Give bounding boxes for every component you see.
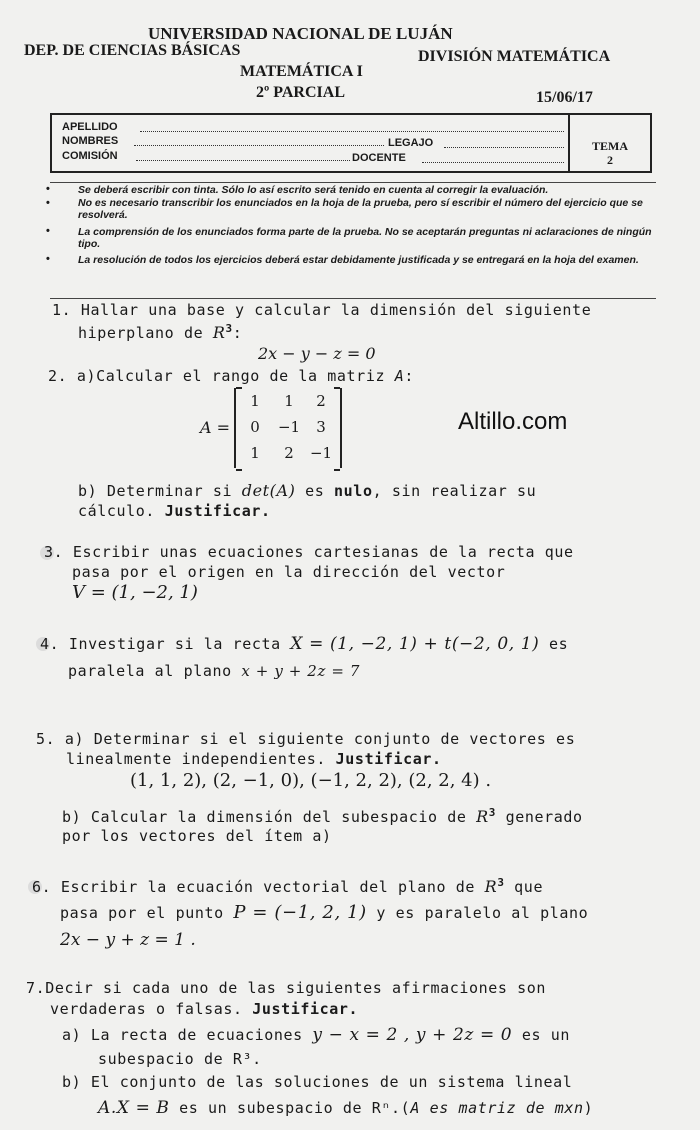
- q2-colon: :: [404, 367, 414, 385]
- q2-b-line1: [78, 481, 536, 500]
- matrix-cell: 1: [250, 392, 260, 410]
- comision-line: [136, 160, 350, 161]
- q5-exp: 3: [488, 806, 497, 819]
- q7-b-eq: A.X = B: [98, 1098, 170, 1118]
- q2-b-rest: , sin realizar su: [372, 482, 537, 500]
- q2-b-line2: [78, 502, 271, 520]
- q2-matrix-name: A: [394, 367, 405, 385]
- bullet: •: [46, 197, 50, 209]
- division-title: DIVISIÓN MATEMÁTICA: [418, 48, 611, 65]
- matrix-cell: 3: [316, 418, 326, 436]
- matrix-cell: −1: [309, 444, 333, 462]
- q2-b-justificar: Justificar.: [164, 502, 271, 520]
- q2-matrix-label: A =: [200, 418, 231, 437]
- matrix-cell: −1: [277, 418, 301, 436]
- q4-es: es: [539, 635, 569, 653]
- q1-line1: 1. Hallar una base y calcular la dimensión del siguiente: [52, 301, 592, 319]
- q7-b-close: ): [583, 1099, 594, 1117]
- instruction-3: La comprensión de los enunciados forma parte de la prueba. No se aceptarán preguntas ni aclaraciones de ningún tipo.: [78, 226, 652, 250]
- bullet: •: [46, 183, 50, 195]
- instruction-1: Se deberá escribir con tinta. Sólo lo así escrito será tenido en cuenta al corregir la evaluación.: [78, 184, 549, 196]
- q6-exp: 3: [497, 876, 505, 889]
- nombres-line: [134, 145, 384, 146]
- instructions-top-rule: [50, 182, 656, 183]
- q1-colon: :: [232, 324, 243, 342]
- instruction-4: La resolución de todos los ejercicios deberá estar debidamente justificada y se entregará en la hoja del examen.: [78, 254, 639, 266]
- student-info-box: [50, 113, 652, 173]
- matrix-cell: 2: [316, 392, 326, 410]
- q7-justificar: Justificar.: [252, 1000, 359, 1018]
- bullet: •: [46, 253, 50, 265]
- q4-plane-eq: x + y + 2z = 7: [241, 662, 360, 680]
- q7-b-line1: b) El conjunto de las soluciones de un sistema lineal: [62, 1073, 573, 1091]
- q5-line2: [66, 750, 442, 768]
- apellido-line: [140, 131, 564, 132]
- q2-line1: [48, 367, 414, 385]
- q2-b-det: det(A): [241, 481, 296, 500]
- q7-b-line2: [98, 1098, 593, 1118]
- q3-line1: 3. Escribir unas ecuaciones cartesianas de la recta que: [44, 543, 574, 561]
- q5-generado: generado: [496, 808, 583, 826]
- q7-text: verdaderas o falsas.: [50, 1000, 253, 1018]
- q5-justificar: Justificar.: [335, 750, 442, 768]
- bullet: •: [46, 225, 50, 237]
- q5-line1: 5. a) Determinar si el siguiente conjunto de vectores es: [36, 730, 576, 748]
- q4-line-eq: X = (1, −2, 1) + t(−2, 0, 1): [290, 634, 540, 654]
- legajo-label: LEGAJO: [388, 137, 434, 149]
- q5-b-line1: [62, 806, 583, 826]
- q5-vectors: (1, 1, 2), (2, −1, 0), (−1, 2, 2), (2, 2, 4) .: [130, 770, 492, 791]
- instructions-bottom-rule: [50, 298, 656, 299]
- matrix-cell: 1: [284, 392, 294, 410]
- q2-b-calculo: cálculo.: [78, 502, 165, 520]
- q6-text2: pasa por el punto: [60, 904, 234, 922]
- apellido-label: APELLIDO: [62, 121, 118, 133]
- q6-text3: y es paralelo al plano: [366, 904, 589, 922]
- tema-label: TEMA: [592, 139, 628, 153]
- nombres-label: NOMBRES: [62, 135, 119, 147]
- q4-text: 4. Investigar si la recta: [40, 635, 291, 653]
- legajo-line: [444, 147, 564, 148]
- q1-space: R: [212, 323, 226, 342]
- docente-label: DOCENTE: [352, 152, 406, 164]
- comision-label: COMISIÓN: [62, 150, 118, 162]
- matrix-cell: 1: [250, 444, 260, 462]
- q7-a-esun: es un: [512, 1026, 571, 1044]
- q6-text: 6. Escribir la ecuación vectorial del plano de: [32, 878, 485, 896]
- q3-vector: V = (1, −2, 1): [72, 582, 198, 603]
- exam-title: 2º PARCIAL: [256, 84, 345, 101]
- info-box-divider: [568, 115, 570, 171]
- q3-line2: pasa por el origen en la dirección del vector: [72, 563, 506, 581]
- q1-line2: [78, 322, 242, 342]
- q1-equation: 2x − y − z = 0: [258, 344, 376, 363]
- matrix-cell: 0: [250, 418, 260, 436]
- matrix-a: [234, 388, 342, 468]
- instruction-2: No es necesario transcribir los enunciados en la hoja de la prueba, pero sí escribir el número del ejercicio que se resolverá.: [78, 197, 643, 221]
- q5-space: R: [476, 807, 489, 826]
- matrix-cell: 2: [284, 444, 294, 462]
- q6-space: R: [484, 877, 498, 896]
- q2-b-es: es: [295, 482, 335, 500]
- q5-b-line2: por los vectores del ítem a): [62, 827, 332, 845]
- watermark: Altillo.com: [458, 408, 568, 435]
- q6-plane: 2x − y + z = 1 .: [60, 930, 196, 950]
- q6-line1: [32, 876, 543, 896]
- q6-que: que: [504, 878, 544, 896]
- docente-line: [422, 162, 564, 163]
- q4-line1: [40, 634, 568, 654]
- q5-b-text: b) Calcular la dimensión del subespacio de: [62, 808, 477, 826]
- exam-date: 15/06/17: [536, 89, 593, 106]
- q7-b-italic: A es matriz de mxn: [410, 1099, 584, 1117]
- tema-value: 2: [607, 153, 613, 167]
- q6-line2: [60, 902, 588, 923]
- q7-line2: [50, 1000, 358, 1018]
- q6-point: P = (−1, 2, 1): [233, 902, 367, 923]
- q2-b-text: b) Determinar si: [78, 482, 242, 500]
- department-title: DEP. DE CIENCIAS BÁSICAS: [24, 42, 241, 59]
- q7-line1: 7.Decir si cada uno de las siguientes afirmaciones son: [26, 979, 547, 997]
- q2-text: 2. a)Calcular el rango de la matriz: [48, 367, 395, 385]
- q2-b-nulo: nulo: [334, 482, 373, 500]
- q1-exp: 3: [225, 322, 233, 335]
- q7-a-line1: [62, 1025, 570, 1045]
- q1-text: hiperplano de: [78, 324, 213, 342]
- q5-text: linealmente independientes.: [66, 750, 336, 768]
- q4-line2: [68, 662, 360, 680]
- university-title: UNIVERSIDAD NACIONAL DE LUJÁN: [148, 24, 453, 43]
- q7-a-line2: subespacio de R³.: [98, 1050, 262, 1068]
- course-title: MATEMÁTICA I: [240, 63, 363, 80]
- q7-a-text: a) La recta de ecuaciones: [62, 1026, 313, 1044]
- q7-b-text: es un subespacio de Rⁿ.(: [169, 1099, 411, 1117]
- q7-a-eq: y − x = 2 , y + 2z = 0: [312, 1025, 513, 1045]
- q4-text2: paralela al plano: [68, 662, 242, 680]
